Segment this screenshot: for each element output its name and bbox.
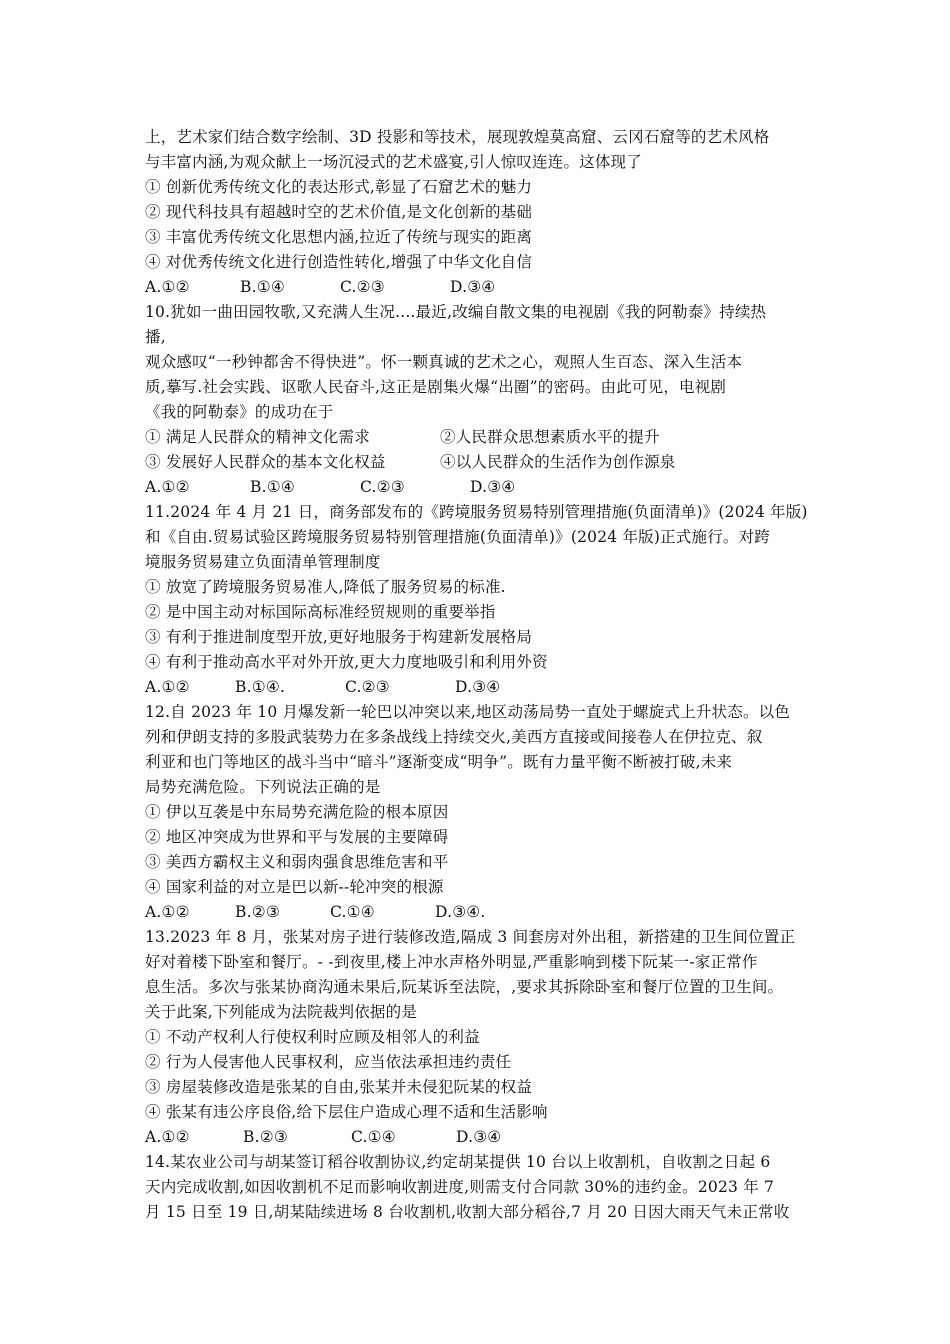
question-14 — [145, 1150, 810, 1225]
question-text-line: 天内完成收割,如因收割机不足而影响收割进度,则需支付合同款 30%的违约金。2023 年 7 — [145, 1178, 775, 1196]
statement-item: ① 不动产权利人行使权利时应顾及相邻人的利益 — [145, 1028, 480, 1046]
exam-text — [145, 125, 810, 1225]
option-b: B.②③ — [235, 903, 280, 921]
question-text-line: 和《自由.贸易试验区跨境服务贸易特别管理措施(负面清单)》(2024 年版)正式施行。对跨 — [145, 528, 770, 546]
question-text-line: 13.2023 年 8 月，张某对房子进行装修改造,隔成 3 间套房对外出租，新搭建的卫生间位置正 — [145, 928, 796, 946]
option-b: B.①④. — [235, 678, 286, 696]
question-text-line: 利亚和也门等地区的战斗当中“暗斗”逐渐变成“明争”。既有力量平衡不断被打破,未来 — [145, 753, 733, 771]
question-text-line: 12.自 2023 年 10 月爆发新一轮巴以冲突以来,地区动荡局势一直处于螺旋式上升状态。以色 — [145, 703, 791, 721]
option-a: A.①② — [145, 903, 190, 921]
question-text-line: 局势充满危险。下列说法正确的是 — [145, 778, 381, 796]
statement-item: ① 伊以互袭是中东局势充满危险的根本原因 — [145, 803, 449, 821]
statement-row — [145, 425, 810, 450]
question-9-continued — [145, 125, 810, 300]
question-text-line: 《我的阿勒泰》的成功在于 — [145, 403, 334, 421]
option-d: D.③④ — [450, 278, 496, 296]
question-13 — [145, 925, 810, 1150]
question-text-line: 息生活。多次与张某协商沟通未果后,阮某诉至法院，,要求其拆除卧室和餐厅位置的卫生间。 — [145, 978, 784, 996]
question-text-line: 列和伊朗支持的多股武装势力在多条战线上持续交火,美西方直接或间接卷人在伊拉克、叙 — [145, 728, 763, 746]
statement-item: ② 是中国主动对标国际高标准经贸规则的重要举指 — [145, 603, 496, 621]
question-text-line: 好对着楼下卧室和餐厅。- -到夜里,楼上冲水声格外明显,严重影响到楼下阮某一-家正常作 — [145, 953, 758, 971]
option-d: D.③④ — [456, 1128, 502, 1146]
question-text-line: 播, — [145, 328, 166, 346]
question-text-line: 关于此案,下列能成为法院裁判依据的是 — [145, 1003, 418, 1021]
statement-item: ② 地区冲突成为世界和平与发展的主要障碍 — [145, 828, 449, 846]
question-text-line: 14.某农业公司与胡某签订稻谷收割协议,约定胡某提供 10 台以上收割机，自收割之日起 6 — [145, 1153, 771, 1171]
answer-options — [145, 275, 810, 300]
statement-item: ② 行为人侵害他人民事权利，应当依法承担违约责任 — [145, 1053, 512, 1071]
question-12 — [145, 700, 810, 925]
statement-item: ③ 有利于推进制度型开放,更好地服务于构建新发展格局 — [145, 628, 533, 646]
option-a: A.①② — [145, 1128, 190, 1146]
question-text-line: 上，艺术家们结合数字绘制、3D 投影和等技术，展现敦煌莫高窟、云冈石窟等的艺术风格 — [145, 128, 770, 146]
statement-item: ④ 有利于推动高水平对外开放,更大力度地吸引和利用外资 — [145, 653, 548, 671]
question-text-line: 10.犹如一曲田园牧歌,又充满人生况....最近,改编自散文集的电视剧《我的阿勒泰》持续热 — [145, 303, 767, 321]
question-text-line: 月 15 日至 19 日,胡某陆续进场 8 台收割机,收割大部分稻谷,7 月 20 日因大雨天气未正常收 — [145, 1203, 790, 1221]
option-c: C.②③ — [345, 678, 390, 696]
option-b: B.②③ — [243, 1128, 288, 1146]
question-10 — [145, 300, 810, 500]
statement-row — [145, 450, 810, 475]
option-d: D.③④ — [470, 478, 516, 496]
question-text-line: 质,摹写.社会实践、讴歌人民奋斗,这正是剧集火爆“出圈”的密码。由此可见，电视剧 — [145, 378, 727, 396]
question-11 — [145, 500, 810, 700]
statement-item: ① 创新优秀传统文化的表达形式,彰显了石窟艺术的魅力 — [145, 178, 533, 196]
option-d: D.③④. — [435, 903, 486, 921]
answer-options — [145, 675, 810, 700]
question-text-line: 观众感叹“一秒钟都舍不得快进”。怀一颗真诚的艺术之心，观照人生百态、深入生活本 — [145, 353, 743, 371]
option-c: C.②③ — [360, 478, 405, 496]
question-text-line: 境服务贸易建立负面清单管理制度 — [145, 553, 381, 571]
statement-item: ② 现代科技具有超越时空的艺术价值,是文化创新的基础 — [145, 203, 533, 221]
statement-item: ④以人民群众的生活作为创作源泉 — [440, 453, 676, 471]
option-c: C.①④ — [351, 1128, 396, 1146]
statement-item: ③ 发展好人民群众的基本文化权益 — [145, 453, 386, 471]
question-text-line: 11.2024 年 4 月 21 日，商务部发布的《跨境服务贸易特别管理措施(负面清单)》(2024 年版) — [145, 503, 808, 521]
statement-item: ④ 张某有违公序良俗,给下层住户造成心理不适和生活影响 — [145, 1103, 548, 1121]
statement-item: ④ 国家利益的对立是巴以新--轮冲突的根源 — [145, 878, 444, 896]
statement-item: ① 放宽了跨境服务贸易准人,降低了服务贸易的标准. — [145, 578, 506, 596]
statement-item: ④ 对优秀传统文化进行创造性转化,增强了中华文化自信 — [145, 253, 533, 271]
option-c: C.①④ — [330, 903, 375, 921]
statement-item: ③ 丰富优秀传统文化思想内涵,拉近了传统与现实的距离 — [145, 228, 533, 246]
answer-options — [145, 900, 810, 925]
option-d: D.③④ — [455, 678, 501, 696]
option-c: C.②③ — [340, 278, 385, 296]
option-b: B.①④ — [240, 278, 285, 296]
answer-options — [145, 475, 810, 500]
option-a: A.①② — [145, 678, 190, 696]
answer-options — [145, 1125, 810, 1150]
statement-item: ③ 美西方霸权主义和弱肉强食思维危害和平 — [145, 853, 449, 871]
statement-item: ③ 房屋装修改造是张某的自由,张某并未侵犯阮某的权益 — [145, 1078, 533, 1096]
option-b: B.①④ — [250, 478, 295, 496]
statement-item: ① 满足人民群众的精神文化需求 — [145, 428, 370, 446]
question-text-line: 与丰富内涵,为观众献上一场沉浸式的艺术盛宴,引人惊叹连连。这体现了 — [145, 153, 642, 171]
statement-item: ②人民群众思想素质水平的提升 — [440, 428, 660, 446]
option-a: A.①② — [145, 278, 190, 296]
option-a: A.①② — [145, 478, 190, 496]
